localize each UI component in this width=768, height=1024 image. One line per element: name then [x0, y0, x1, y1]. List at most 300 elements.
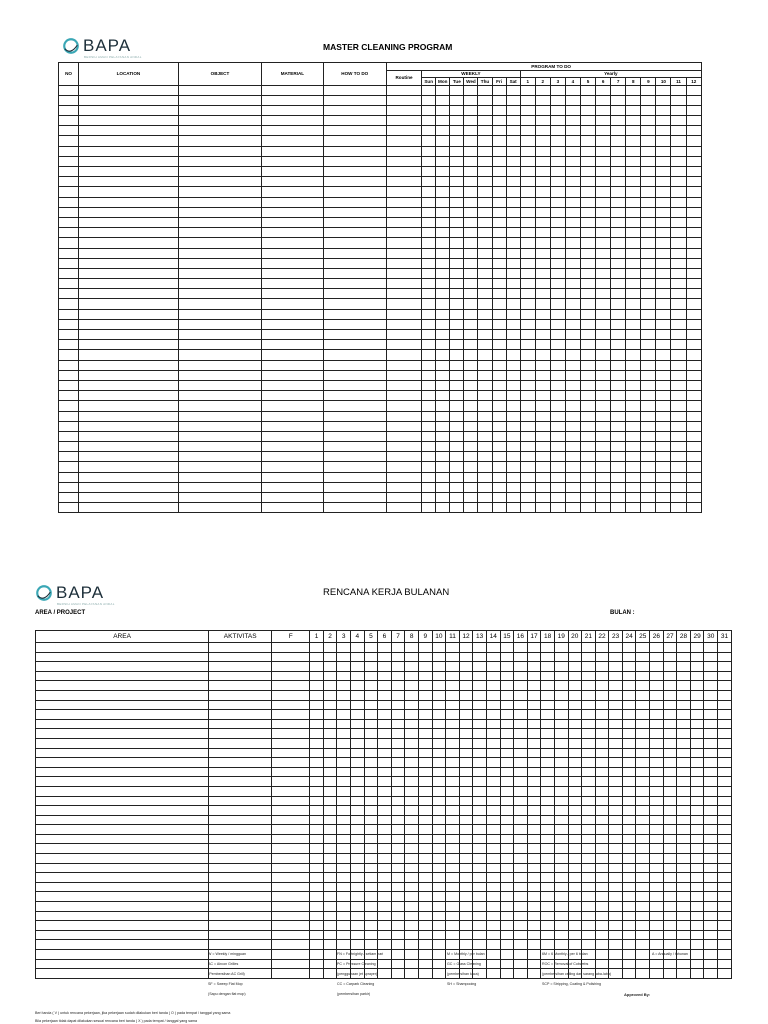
table-cell[interactable] [262, 85, 323, 95]
table-cell[interactable] [323, 873, 337, 883]
table-cell[interactable] [450, 482, 464, 492]
table-cell[interactable] [550, 279, 565, 289]
table-cell[interactable] [446, 710, 460, 720]
table-cell[interactable] [418, 690, 432, 700]
table-cell[interactable] [422, 279, 436, 289]
table-cell[interactable] [581, 462, 596, 472]
table-cell[interactable] [554, 652, 568, 662]
table-cell[interactable] [323, 662, 337, 672]
table-cell[interactable] [671, 391, 686, 401]
table-cell[interactable] [386, 116, 421, 126]
table-cell[interactable] [535, 472, 550, 482]
table-cell[interactable] [690, 777, 704, 787]
table-cell[interactable] [677, 748, 691, 758]
table-cell[interactable] [364, 902, 378, 912]
table-cell[interactable] [568, 786, 582, 796]
table-cell[interactable] [478, 299, 492, 309]
table-cell[interactable] [459, 662, 473, 672]
table-cell[interactable] [677, 825, 691, 835]
table-cell[interactable] [550, 207, 565, 217]
table-cell[interactable] [535, 309, 550, 319]
table-cell[interactable] [450, 472, 464, 482]
table-cell[interactable] [622, 959, 636, 969]
table-cell[interactable] [378, 892, 392, 902]
table-cell[interactable] [550, 411, 565, 421]
table-cell[interactable] [506, 217, 520, 227]
table-cell[interactable] [500, 930, 514, 940]
table-cell[interactable] [535, 370, 550, 380]
table-cell[interactable] [486, 662, 500, 672]
table-cell[interactable] [450, 126, 464, 136]
table-cell[interactable] [262, 401, 323, 411]
table-cell[interactable] [520, 95, 535, 105]
table-cell[interactable] [351, 786, 365, 796]
table-cell[interactable] [272, 911, 310, 921]
table-cell[interactable] [514, 815, 528, 825]
table-cell[interactable] [337, 700, 351, 710]
table-cell[interactable] [422, 217, 436, 227]
table-cell[interactable] [520, 85, 535, 95]
table-cell[interactable] [323, 959, 337, 969]
table-cell[interactable] [595, 902, 609, 912]
table-cell[interactable] [478, 289, 492, 299]
table-cell[interactable] [656, 360, 671, 370]
table-cell[interactable] [178, 380, 262, 390]
table-cell[interactable] [677, 834, 691, 844]
table-cell[interactable] [59, 207, 79, 217]
table-cell[interactable] [459, 940, 473, 950]
table-cell[interactable] [565, 177, 580, 187]
table-cell[interactable] [677, 854, 691, 864]
table-cell[interactable] [492, 401, 506, 411]
table-cell[interactable] [565, 85, 580, 95]
table-cell[interactable] [609, 748, 623, 758]
table-cell[interactable] [554, 738, 568, 748]
table-cell[interactable] [520, 177, 535, 187]
table-cell[interactable] [565, 279, 580, 289]
table-cell[interactable] [671, 462, 686, 472]
table-cell[interactable] [582, 806, 596, 816]
table-cell[interactable] [59, 472, 79, 482]
table-cell[interactable] [650, 930, 664, 940]
table-cell[interactable] [178, 319, 262, 329]
table-cell[interactable] [262, 187, 323, 197]
table-cell[interactable] [609, 643, 623, 653]
table-cell[interactable] [36, 959, 209, 969]
table-cell[interactable] [500, 662, 514, 672]
table-cell[interactable] [386, 207, 421, 217]
table-cell[interactable] [704, 681, 718, 691]
table-cell[interactable] [656, 105, 671, 115]
table-cell[interactable] [541, 681, 555, 691]
table-cell[interactable] [323, 681, 337, 691]
table-cell[interactable] [595, 930, 609, 940]
table-cell[interactable] [609, 911, 623, 921]
table-cell[interactable] [718, 940, 732, 950]
table-cell[interactable] [79, 238, 179, 248]
table-cell[interactable] [310, 834, 324, 844]
table-cell[interactable] [262, 309, 323, 319]
table-cell[interactable] [391, 854, 405, 864]
table-cell[interactable] [611, 289, 626, 299]
table-cell[interactable] [422, 380, 436, 390]
table-cell[interactable] [391, 806, 405, 816]
table-cell[interactable] [432, 710, 446, 720]
table-cell[interactable] [478, 482, 492, 492]
table-cell[interactable] [450, 340, 464, 350]
table-cell[interactable] [626, 95, 641, 105]
table-cell[interactable] [310, 690, 324, 700]
table-cell[interactable] [527, 902, 541, 912]
table-cell[interactable] [178, 105, 262, 115]
table-cell[interactable] [626, 472, 641, 482]
table-cell[interactable] [337, 815, 351, 825]
table-cell[interactable] [478, 197, 492, 207]
table-cell[interactable] [609, 738, 623, 748]
table-cell[interactable] [436, 350, 450, 360]
table-cell[interactable] [450, 330, 464, 340]
table-cell[interactable] [671, 105, 686, 115]
table-cell[interactable] [391, 748, 405, 758]
table-cell[interactable] [323, 921, 337, 931]
table-cell[interactable] [596, 136, 611, 146]
table-cell[interactable] [686, 279, 701, 289]
table-cell[interactable] [436, 85, 450, 95]
table-cell[interactable] [178, 452, 262, 462]
table-cell[interactable] [595, 729, 609, 739]
table-cell[interactable] [541, 767, 555, 777]
table-cell[interactable] [272, 873, 310, 883]
table-cell[interactable] [671, 238, 686, 248]
table-cell[interactable] [310, 652, 324, 662]
table-cell[interactable] [520, 105, 535, 115]
table-cell[interactable] [554, 921, 568, 931]
table-cell[interactable] [636, 921, 650, 931]
table-cell[interactable] [704, 690, 718, 700]
table-cell[interactable] [582, 873, 596, 883]
table-cell[interactable] [650, 643, 664, 653]
table-cell[interactable] [459, 729, 473, 739]
table-cell[interactable] [622, 902, 636, 912]
table-cell[interactable] [391, 863, 405, 873]
table-cell[interactable] [609, 892, 623, 902]
table-cell[interactable] [506, 319, 520, 329]
table-cell[interactable] [450, 289, 464, 299]
table-cell[interactable] [650, 652, 664, 662]
table-cell[interactable] [622, 662, 636, 672]
table-cell[interactable] [626, 431, 641, 441]
table-cell[interactable] [432, 738, 446, 748]
table-cell[interactable] [677, 738, 691, 748]
table-cell[interactable] [595, 825, 609, 835]
table-cell[interactable] [59, 350, 79, 360]
table-cell[interactable] [641, 279, 656, 289]
table-cell[interactable] [663, 834, 677, 844]
table-cell[interactable] [323, 421, 386, 431]
table-cell[interactable] [656, 136, 671, 146]
table-cell[interactable] [611, 136, 626, 146]
table-cell[interactable] [690, 930, 704, 940]
table-cell[interactable] [486, 834, 500, 844]
table-cell[interactable] [686, 319, 701, 329]
table-cell[interactable] [364, 892, 378, 902]
table-cell[interactable] [663, 681, 677, 691]
table-cell[interactable] [663, 806, 677, 816]
table-cell[interactable] [704, 959, 718, 969]
table-cell[interactable] [405, 892, 419, 902]
table-cell[interactable] [209, 786, 272, 796]
table-cell[interactable] [36, 681, 209, 691]
table-cell[interactable] [446, 940, 460, 950]
table-cell[interactable] [677, 921, 691, 931]
table-cell[interactable] [337, 863, 351, 873]
table-cell[interactable] [514, 748, 528, 758]
table-cell[interactable] [79, 330, 179, 340]
table-cell[interactable] [422, 187, 436, 197]
table-cell[interactable] [418, 863, 432, 873]
table-cell[interactable] [59, 462, 79, 472]
table-cell[interactable] [262, 462, 323, 472]
table-cell[interactable] [500, 786, 514, 796]
table-cell[interactable] [611, 187, 626, 197]
table-cell[interactable] [541, 863, 555, 873]
table-cell[interactable] [391, 729, 405, 739]
table-cell[interactable] [79, 248, 179, 258]
table-cell[interactable] [464, 228, 478, 238]
table-cell[interactable] [520, 482, 535, 492]
table-cell[interactable] [464, 299, 478, 309]
table-cell[interactable] [595, 892, 609, 902]
table-cell[interactable] [677, 911, 691, 921]
table-cell[interactable] [337, 719, 351, 729]
table-cell[interactable] [378, 662, 392, 672]
table-cell[interactable] [641, 85, 656, 95]
table-cell[interactable] [405, 930, 419, 940]
table-cell[interactable] [422, 126, 436, 136]
table-cell[interactable] [626, 187, 641, 197]
table-cell[interactable] [650, 662, 664, 672]
table-cell[interactable] [310, 806, 324, 816]
table-cell[interactable] [405, 738, 419, 748]
table-cell[interactable] [656, 279, 671, 289]
table-cell[interactable] [641, 391, 656, 401]
table-cell[interactable] [500, 796, 514, 806]
table-cell[interactable] [663, 671, 677, 681]
table-cell[interactable] [656, 167, 671, 177]
table-cell[interactable] [436, 279, 450, 289]
table-cell[interactable] [550, 187, 565, 197]
table-cell[interactable] [79, 482, 179, 492]
table-cell[interactable] [323, 911, 337, 921]
table-cell[interactable] [554, 777, 568, 787]
table-cell[interactable] [432, 863, 446, 873]
table-cell[interactable] [450, 391, 464, 401]
table-cell[interactable] [596, 493, 611, 503]
table-cell[interactable] [386, 238, 421, 248]
table-cell[interactable] [405, 681, 419, 691]
table-cell[interactable] [323, 825, 337, 835]
table-cell[interactable] [386, 217, 421, 227]
table-cell[interactable] [418, 911, 432, 921]
table-cell[interactable] [582, 662, 596, 672]
table-cell[interactable] [378, 758, 392, 768]
table-cell[interactable] [656, 238, 671, 248]
table-cell[interactable] [656, 268, 671, 278]
table-cell[interactable] [418, 882, 432, 892]
table-cell[interactable] [473, 671, 487, 681]
table-cell[interactable] [514, 863, 528, 873]
table-cell[interactable] [337, 902, 351, 912]
table-cell[interactable] [310, 662, 324, 672]
table-cell[interactable] [464, 411, 478, 421]
table-cell[interactable] [677, 863, 691, 873]
table-cell[interactable] [568, 834, 582, 844]
table-cell[interactable] [554, 940, 568, 950]
table-cell[interactable] [422, 136, 436, 146]
table-cell[interactable] [626, 421, 641, 431]
table-cell[interactable] [622, 681, 636, 691]
table-cell[interactable] [323, 217, 386, 227]
table-cell[interactable] [405, 815, 419, 825]
table-cell[interactable] [650, 815, 664, 825]
table-cell[interactable] [436, 391, 450, 401]
table-cell[interactable] [405, 882, 419, 892]
table-cell[interactable] [686, 391, 701, 401]
table-cell[interactable] [581, 116, 596, 126]
table-cell[interactable] [450, 309, 464, 319]
table-cell[interactable] [391, 940, 405, 950]
table-cell[interactable] [450, 85, 464, 95]
table-cell[interactable] [596, 360, 611, 370]
table-cell[interactable] [478, 360, 492, 370]
table-cell[interactable] [450, 248, 464, 258]
table-cell[interactable] [520, 472, 535, 482]
table-cell[interactable] [500, 834, 514, 844]
table-cell[interactable] [663, 710, 677, 720]
table-cell[interactable] [446, 700, 460, 710]
table-cell[interactable] [486, 806, 500, 816]
table-cell[interactable] [535, 228, 550, 238]
table-cell[interactable] [535, 319, 550, 329]
table-cell[interactable] [514, 950, 528, 960]
table-cell[interactable] [450, 146, 464, 156]
table-cell[interactable] [386, 177, 421, 187]
table-cell[interactable] [581, 330, 596, 340]
table-cell[interactable] [337, 681, 351, 691]
table-cell[interactable] [337, 786, 351, 796]
table-cell[interactable] [626, 248, 641, 258]
table-cell[interactable] [535, 380, 550, 390]
table-cell[interactable] [595, 786, 609, 796]
table-cell[interactable] [514, 758, 528, 768]
table-cell[interactable] [478, 126, 492, 136]
table-cell[interactable] [622, 882, 636, 892]
table-cell[interactable] [310, 921, 324, 931]
table-cell[interactable] [432, 681, 446, 691]
table-cell[interactable] [436, 167, 450, 177]
table-cell[interactable] [506, 279, 520, 289]
table-cell[interactable] [79, 85, 179, 95]
table-cell[interactable] [686, 462, 701, 472]
table-cell[interactable] [478, 309, 492, 319]
table-cell[interactable] [535, 360, 550, 370]
table-cell[interactable] [690, 748, 704, 758]
table-cell[interactable] [492, 177, 506, 187]
table-cell[interactable] [323, 758, 337, 768]
table-cell[interactable] [506, 431, 520, 441]
table-cell[interactable] [364, 863, 378, 873]
table-cell[interactable] [323, 370, 386, 380]
table-cell[interactable] [391, 892, 405, 902]
table-cell[interactable] [59, 258, 79, 268]
table-cell[interactable] [595, 662, 609, 672]
table-cell[interactable] [671, 156, 686, 166]
table-cell[interactable] [337, 892, 351, 902]
table-cell[interactable] [337, 662, 351, 672]
table-cell[interactable] [459, 738, 473, 748]
table-cell[interactable] [492, 85, 506, 95]
table-cell[interactable] [582, 652, 596, 662]
table-cell[interactable] [582, 710, 596, 720]
table-cell[interactable] [520, 228, 535, 238]
table-cell[interactable] [178, 248, 262, 258]
table-cell[interactable] [671, 207, 686, 217]
table-cell[interactable] [506, 472, 520, 482]
table-cell[interactable] [478, 350, 492, 360]
table-cell[interactable] [582, 700, 596, 710]
table-cell[interactable] [432, 806, 446, 816]
table-cell[interactable] [581, 187, 596, 197]
table-cell[interactable] [690, 854, 704, 864]
table-cell[interactable] [364, 643, 378, 653]
table-cell[interactable] [364, 921, 378, 931]
table-cell[interactable] [178, 391, 262, 401]
table-cell[interactable] [79, 431, 179, 441]
table-cell[interactable] [478, 503, 492, 513]
table-cell[interactable] [473, 786, 487, 796]
table-cell[interactable] [492, 360, 506, 370]
table-cell[interactable] [565, 452, 580, 462]
table-cell[interactable] [704, 969, 718, 979]
table-cell[interactable] [323, 854, 337, 864]
table-cell[interactable] [79, 340, 179, 350]
table-cell[interactable] [626, 299, 641, 309]
table-cell[interactable] [405, 940, 419, 950]
table-cell[interactable] [59, 197, 79, 207]
table-cell[interactable] [582, 690, 596, 700]
table-cell[interactable] [36, 844, 209, 854]
table-cell[interactable] [323, 289, 386, 299]
table-cell[interactable] [36, 969, 209, 979]
table-cell[interactable] [641, 197, 656, 207]
table-cell[interactable] [337, 940, 351, 950]
table-cell[interactable] [554, 892, 568, 902]
table-cell[interactable] [550, 462, 565, 472]
table-cell[interactable] [582, 681, 596, 691]
table-cell[interactable] [262, 431, 323, 441]
table-cell[interactable] [272, 815, 310, 825]
table-cell[interactable] [323, 671, 337, 681]
table-cell[interactable] [611, 503, 626, 513]
table-cell[interactable] [450, 156, 464, 166]
table-cell[interactable] [622, 844, 636, 854]
table-cell[interactable] [595, 710, 609, 720]
table-cell[interactable] [650, 786, 664, 796]
table-cell[interactable] [351, 921, 365, 931]
table-cell[interactable] [473, 844, 487, 854]
table-cell[interactable] [596, 85, 611, 95]
table-cell[interactable] [464, 238, 478, 248]
